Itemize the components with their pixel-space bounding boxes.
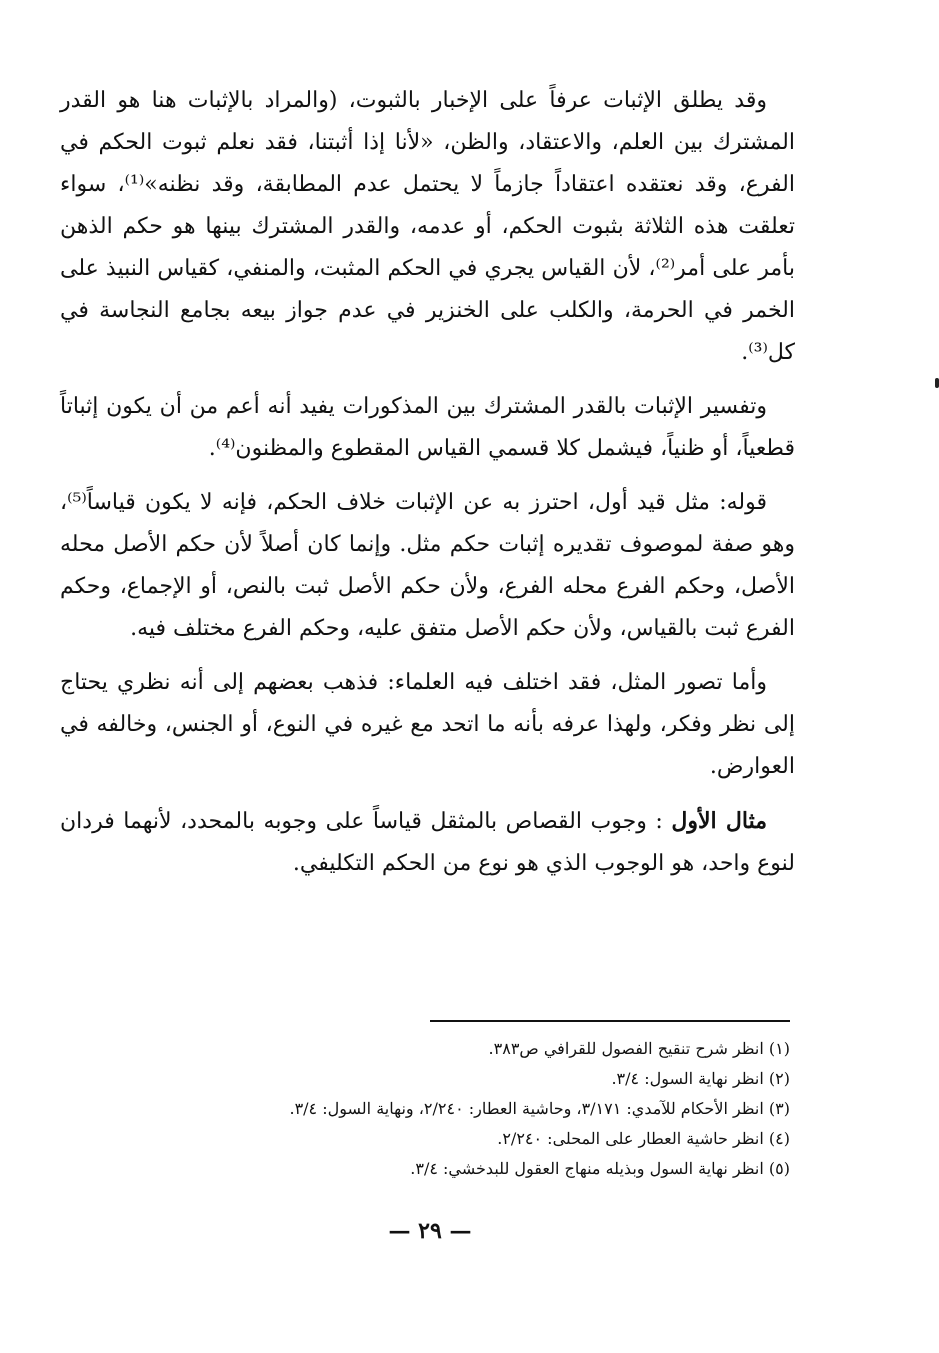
- footnotes: [140, 1034, 790, 1184]
- paragraph-example: [60, 800, 795, 885]
- example-lead: مثال الأول: [671, 808, 767, 834]
- footnote-2: (٢) انظر نهاية السول: ٣/٤.: [611, 1069, 790, 1088]
- footnote-5: (٥) انظر نهاية السول وبذيله منهاج العقول للبدخشي: ٣/٤.: [410, 1159, 790, 1178]
- page-body: [60, 80, 795, 897]
- page-number: — ٢٩ —: [388, 1218, 472, 1244]
- paragraph-1: وقد يطلق الإثبات عرفاً على الإخبار بالثبوت، (والمراد بالإثبات هنا هو القدر المشترك بين العلم، والاعتقاد، والظن، «لأنا إذا أثبتنا، فقد نعلم ثبوت الحكم في الفرع، وقد نعتقده اعتقاداً جازماً لا يحتمل عدم المطابقة، وقد نظنه»⁽¹⁾، سواء تعلقت هذه الثلاثة بثبوت الحكم، أو عدمه، والقدر المشترك بينها هو حكم الذهن بأمر على أمر⁽²⁾، لأن القياس يجري في الحكم المثبت، والمنفي، كقياس النبيذ على الخمر في الحرمة، والكلب على الخنزير في عدم جواز بيعه بجامع النجاسة في كل⁽³⁾.: [60, 88, 796, 365]
- paragraph-3: قوله: مثل قيد أول، احترز به عن الإثبات خلاف الحكم، فإنه لا يكون قياساً⁽⁵⁾، وهو صفة لموصوف تقديره إثبات حكم مثل. وإنما كان أصلاً لأن حكم الأصل محله الأصل، وحكم الفرع محله الفرع، ولأن حكم الأصل ثبت بالنص، أو الإجماع، وحكم الفرع ثبت بالقياس، ولأن حكم الأصل متفق عليه، وحكم الفرع مختلف فيه.: [60, 490, 795, 641]
- main-text: [60, 80, 795, 885]
- footnote-3: (٣) انظر الأحكام للآمدي: ٣/١٧١، وحاشية العطار: ٢/٢٤٠، ونهاية السول: ٣/٤.: [289, 1099, 790, 1118]
- footnote-4: (٤) انظر حاشية العطار على المحلى: ٢/٢٤٠.: [497, 1129, 790, 1148]
- paragraph-2: وتفسير الإثبات بالقدر المشترك بين المذكورات يفيد أنه أعم من أن يكون إثباتاً قطعياً، أو ظنياً، فيشمل كلا قسمي القياس المقطوع والمظنون⁽⁴⁾.: [60, 394, 795, 461]
- margin-mark: [935, 378, 939, 388]
- footnote-separator: [430, 1020, 790, 1022]
- example-text: : وجوب القصاص بالمثقل قياساً على وجوبه بالمحدد، لأنهما فردان لنوع واحد، هو الوجوب الذي هو نوع من الحكم التكليفي.: [60, 809, 795, 876]
- footnote-1: (١) انظر شرح تنقيح الفصول للقرافي ص٣٨٣.: [488, 1039, 790, 1058]
- paragraph-4: وأما تصور المثل، فقد اختلف فيه العلماء: فذهب بعضهم إلى أنه نظري يحتاج إلى نظر وفكر، ولهذا عرفه بأنه ما اتحد مع غيره في النوع، أو الجنس، وخالفه في العوارض.: [60, 670, 795, 779]
